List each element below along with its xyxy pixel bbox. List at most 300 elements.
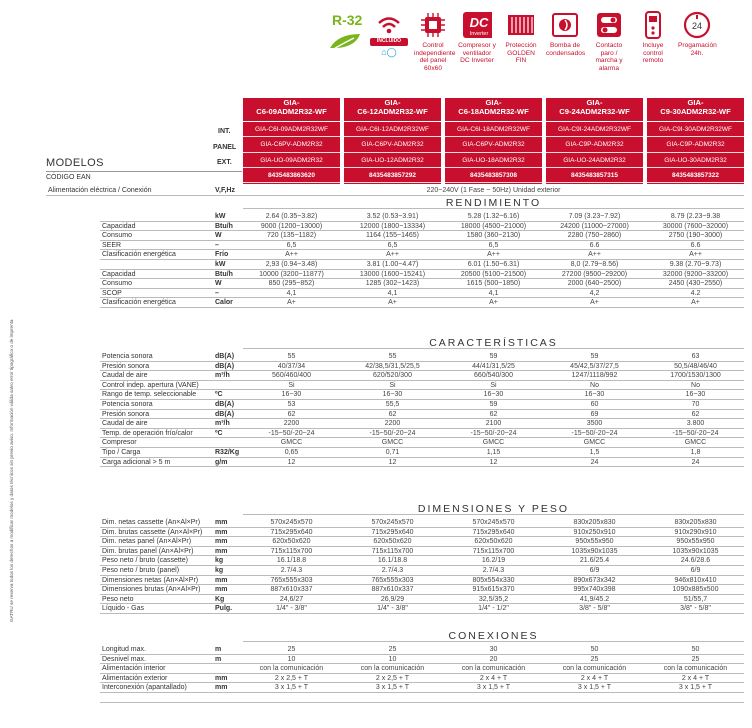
section-caracteristicas: CARACTERÍSTICAS bbox=[243, 337, 744, 349]
table-row bbox=[100, 693, 744, 703]
row-value: 560/460/400 bbox=[272, 372, 311, 380]
row-label: Carga adicional > 5 m bbox=[102, 458, 171, 466]
row-value: 12 bbox=[287, 458, 296, 466]
row-value: 24 bbox=[590, 458, 599, 466]
row-value: 3/8" - 5/8" bbox=[579, 605, 610, 613]
row-label: Dimensiones netas (An×Al×Pr) bbox=[102, 576, 199, 584]
row-value: 3 x 1,5 + T bbox=[678, 684, 713, 692]
table-row bbox=[100, 604, 744, 614]
row-unit: kW bbox=[215, 213, 226, 220]
row-value: 6,5 bbox=[387, 241, 398, 249]
row-value: 8.79 (2.23~9.38 bbox=[670, 213, 721, 220]
table-row bbox=[100, 674, 744, 684]
row-unit: mm bbox=[215, 674, 228, 682]
codigo-ean-label: CÓDIGO EAN bbox=[46, 171, 242, 183]
row-value: 3.800 bbox=[686, 420, 705, 428]
row-value: 850 (295~852) bbox=[268, 280, 315, 288]
row-value: 2280 (750~2860) bbox=[567, 232, 622, 240]
row-value: 1615 (500~1850) bbox=[466, 280, 521, 288]
int-label: INT. bbox=[218, 128, 231, 135]
row-value: 620x50x620 bbox=[474, 538, 513, 546]
model-ext: GIA-UO-30ADM2R32 bbox=[647, 153, 744, 168]
row-value: 620/520/300 bbox=[373, 372, 412, 380]
row-value: 16~30 bbox=[382, 391, 403, 399]
row-value: 20 bbox=[489, 655, 498, 663]
table-row bbox=[100, 429, 744, 439]
row-value: 1285 (302~1423) bbox=[365, 280, 420, 288]
table-row bbox=[100, 352, 744, 362]
table-row bbox=[100, 576, 744, 586]
row-value: No bbox=[590, 381, 599, 389]
row-value: Si bbox=[389, 381, 396, 389]
row-value: 40/37/34 bbox=[277, 362, 306, 370]
model-column bbox=[344, 98, 441, 184]
section-rendimiento: RENDIMIENTO bbox=[243, 197, 744, 209]
model-ean: 8435483857322 bbox=[647, 168, 744, 183]
table-row bbox=[100, 585, 744, 595]
feature-icons bbox=[328, 10, 748, 95]
row-value: 1/4" - 3/8" bbox=[276, 605, 307, 613]
row-value: 6/9 bbox=[690, 567, 701, 574]
row-value: GMCC bbox=[684, 439, 707, 447]
feature-label-6: Progamación 24h. bbox=[678, 42, 717, 57]
row-value: 53 bbox=[287, 401, 296, 408]
row-label: Dim. netas cassette (An×Al×Pr) bbox=[102, 519, 201, 526]
feature-label-1: Compresor y ventilador DC Inverter bbox=[458, 42, 496, 65]
row-value: 1,15 bbox=[486, 449, 501, 456]
svg-text:Inverter: Inverter bbox=[469, 31, 489, 37]
row-value: 2 x 4 + T bbox=[681, 674, 710, 682]
table-row bbox=[100, 279, 744, 289]
row-value: 3 x 1,5 + T bbox=[274, 684, 309, 692]
row-label: Rango de temp. seleccionable bbox=[102, 391, 197, 399]
row-value: 55,5 bbox=[385, 401, 400, 408]
clock-icon bbox=[682, 10, 712, 40]
row-value: 1247/1118/992 bbox=[571, 372, 618, 380]
row-value: 16.1/18.8 bbox=[377, 557, 408, 565]
model-ean: 8435483857292 bbox=[344, 168, 441, 183]
row-value: 1,8 bbox=[690, 449, 701, 456]
model-name: GIA- C9-30ADM2R32-WF bbox=[647, 98, 744, 122]
table-row bbox=[100, 419, 744, 429]
row-unit: m³/h bbox=[215, 372, 230, 380]
row-value: GMCC bbox=[583, 439, 606, 447]
section-conexiones: CONEXIONES bbox=[243, 630, 744, 642]
row-label: Peso neto bbox=[102, 595, 134, 603]
feature-6 bbox=[678, 10, 716, 57]
row-unit: mm bbox=[215, 547, 228, 555]
model-ext: GIA-UO-24ADM2R32 bbox=[546, 153, 643, 168]
model-name: GIA- C6-18ADM2R32-WF bbox=[445, 98, 542, 122]
model-header bbox=[243, 98, 744, 184]
wifi-feature bbox=[370, 10, 408, 57]
row-value: 620x50x620 bbox=[272, 538, 311, 546]
row-value: 44/41/31,5/25 bbox=[472, 362, 515, 370]
row-label: Presión sonora bbox=[102, 362, 150, 370]
row-label: Alimentación exterior bbox=[102, 674, 168, 682]
row-label: Clasificación energética bbox=[102, 251, 176, 259]
row-unit: ºC bbox=[215, 429, 223, 437]
row-value: 24,6/27 bbox=[279, 595, 304, 603]
row-value: 70 bbox=[691, 401, 700, 408]
row-value: 50,5/48/46/40 bbox=[674, 362, 717, 370]
row-value: 8,0 (2.79~8.56) bbox=[570, 261, 619, 268]
row-value: 27200 (9500~29200) bbox=[561, 270, 628, 278]
row-unit: Kg bbox=[215, 595, 225, 603]
row-value: 5.28 (1.32~6.16) bbox=[467, 213, 520, 220]
row-unit: Btu/h bbox=[215, 270, 233, 278]
feature-label-0: Control independiente del panel 60x60 bbox=[414, 42, 456, 72]
model-column bbox=[546, 98, 643, 184]
row-value: 62 bbox=[691, 410, 700, 418]
row-value: A++ bbox=[689, 251, 702, 259]
row-value: 10000 (3200~11877) bbox=[259, 270, 324, 278]
row-value: 910x250x910 bbox=[573, 528, 616, 536]
row-value: 25 bbox=[691, 655, 700, 663]
row-unit: kW bbox=[215, 261, 226, 268]
remote-icon bbox=[638, 10, 668, 40]
table-row bbox=[100, 438, 744, 448]
table-row bbox=[100, 241, 744, 251]
row-value: 2000 (640~2500) bbox=[567, 280, 622, 288]
row-unit: dB(A) bbox=[215, 362, 235, 370]
row-label: Consumo bbox=[102, 280, 132, 288]
model-int: GIA-C9I-24ADM2R32WF bbox=[546, 122, 643, 137]
row-value: A+ bbox=[388, 299, 397, 307]
model-ean: 8435483857308 bbox=[445, 168, 542, 183]
row-label: Compresor bbox=[102, 439, 137, 447]
row-value: 32000 (9200~33200) bbox=[662, 270, 729, 278]
table-row bbox=[100, 212, 744, 222]
row-unit: mm bbox=[215, 528, 228, 536]
row-value: 41,9/45.2 bbox=[579, 595, 610, 603]
wifi-icon bbox=[374, 10, 404, 40]
row-value: 1090x885x500 bbox=[672, 586, 719, 594]
row-value: 830x205x830 bbox=[674, 519, 717, 526]
golden-fin-icon bbox=[506, 10, 536, 40]
row-value: 946x810x410 bbox=[674, 576, 717, 584]
row-value: -15~50/-20~24 bbox=[369, 429, 416, 437]
pump-icon bbox=[550, 10, 580, 40]
alimentacion-row bbox=[46, 186, 744, 196]
row-label: Alimentación eléctrica / Conexión bbox=[48, 187, 152, 194]
feature-label-4: Contacto paro / marcha y alarma bbox=[595, 42, 623, 72]
row-label: Caudal de aire bbox=[102, 420, 148, 428]
row-label: Peso neto / bruto (panel) bbox=[102, 567, 180, 574]
row-label: SCOP bbox=[102, 289, 122, 297]
row-value: 12 bbox=[489, 458, 498, 466]
row-label: Capacidad bbox=[102, 222, 136, 230]
row-value: 55 bbox=[287, 353, 296, 360]
row-value: 715x295x640 bbox=[270, 528, 313, 536]
table-row bbox=[100, 381, 744, 391]
row-value: 950x55x950 bbox=[575, 538, 614, 546]
model-ext: GIA-UO-12ADM2R32 bbox=[344, 153, 441, 168]
table-row bbox=[100, 458, 744, 468]
model-panel: GIA-C6PV-ADM2R32 bbox=[445, 137, 542, 152]
feature-2 bbox=[502, 10, 540, 65]
row-label: Longitud max. bbox=[102, 646, 146, 653]
row-value: 4,1 bbox=[488, 289, 499, 297]
row-value: 890x673x342 bbox=[573, 576, 616, 584]
row-value: 6.01 (1.50~6.31) bbox=[467, 261, 520, 268]
row-value: 570x245x570 bbox=[371, 519, 414, 526]
row-value: 6/9 bbox=[589, 567, 600, 574]
model-panel: GIA-C6PV-ADM2R32 bbox=[243, 137, 340, 152]
row-value: 16~30 bbox=[281, 391, 302, 399]
row-value: con la comunicación bbox=[360, 665, 425, 673]
model-int: GIA-C6I-12ADM2R32WF bbox=[344, 122, 441, 137]
row-value: 42/38,5/31,5/25,5 bbox=[365, 362, 420, 370]
row-value: 21.6/25.4 bbox=[579, 557, 610, 565]
row-value: 16.2/19 bbox=[481, 557, 506, 565]
row-value: 715x295x640 bbox=[472, 528, 515, 536]
row-unit: mm bbox=[215, 538, 228, 546]
feature-3 bbox=[546, 10, 584, 57]
row-unit: dB(A) bbox=[215, 353, 235, 360]
row-span-value: 220~240V (1 Fase ~ 50Hz) Unidad exterior bbox=[426, 187, 561, 194]
row-unit: V,F,Hz bbox=[215, 187, 235, 194]
row-value: 1/4" - 3/8" bbox=[377, 605, 408, 613]
row-value: 26,9/29 bbox=[380, 595, 405, 603]
row-value: 16.1/18.8 bbox=[276, 557, 307, 565]
row-value: 51/55,7 bbox=[683, 595, 708, 603]
row-value: 2 x 2,5 + T bbox=[274, 674, 309, 682]
row-value: 4,1 bbox=[387, 289, 398, 297]
row-label: Caudal de aire bbox=[102, 372, 148, 380]
r32-label: R-32 bbox=[332, 12, 363, 28]
row-value: 30000 (7600~32000) bbox=[662, 222, 729, 230]
model-name: GIA- C6-12ADM2R32-WF bbox=[344, 98, 441, 122]
row-value: 45/42,5/37/27,5 bbox=[570, 362, 619, 370]
row-value: 6,5 bbox=[286, 241, 297, 249]
row-value: 3 x 1,5 + T bbox=[577, 684, 612, 692]
row-unit: m bbox=[215, 655, 222, 663]
row-label: Potencia sonora bbox=[102, 353, 153, 360]
row-unit: ºC bbox=[215, 391, 223, 399]
row-value: 55 bbox=[388, 353, 397, 360]
table-row bbox=[100, 595, 744, 605]
row-value: 4,1 bbox=[286, 289, 297, 297]
row-unit: dB(A) bbox=[215, 410, 235, 418]
table-row bbox=[100, 250, 744, 260]
row-unit: – bbox=[215, 289, 219, 297]
row-value: 50 bbox=[590, 646, 599, 653]
row-value: 59 bbox=[489, 353, 498, 360]
row-unit: W bbox=[215, 232, 222, 240]
row-value: 24 bbox=[691, 458, 700, 466]
row-value: con la comunicación bbox=[461, 665, 526, 673]
row-label: Temp. de operación frío/calor bbox=[102, 429, 193, 437]
row-value: 63 bbox=[691, 353, 700, 360]
row-value: -15~50/-20~24 bbox=[672, 429, 719, 437]
row-value: 16~30 bbox=[685, 391, 706, 399]
row-value: 1035x90x1035 bbox=[672, 547, 719, 555]
row-label: Desnivel max. bbox=[102, 655, 146, 663]
table-row bbox=[100, 566, 744, 576]
model-panel: GIA-C9P-ADM2R32 bbox=[647, 137, 744, 152]
switch-icon bbox=[594, 10, 624, 40]
table-row bbox=[100, 298, 744, 308]
row-label: Tipo / Carga bbox=[102, 449, 141, 456]
row-value: 660/540/300 bbox=[474, 372, 513, 380]
row-value: 7.09 (3.23~7.92) bbox=[568, 213, 621, 220]
model-panel: GIA-C9P-ADM2R32 bbox=[546, 137, 643, 152]
row-value: 887x610x337 bbox=[371, 586, 414, 594]
leaf-icon bbox=[328, 30, 362, 52]
panel-label: PANEL bbox=[213, 144, 237, 151]
row-value: 830x205x830 bbox=[573, 519, 616, 526]
row-value: 3 x 1,5 + T bbox=[476, 684, 511, 692]
row-unit: m bbox=[215, 646, 222, 653]
dc-inverter-icon bbox=[462, 10, 492, 40]
table-row bbox=[100, 537, 744, 547]
row-value: 25 bbox=[287, 646, 296, 653]
row-value: 3.52 (0.53~3.91) bbox=[366, 213, 419, 220]
included-badge: INCLUIDO bbox=[370, 38, 408, 46]
chip-icon bbox=[418, 10, 448, 40]
table-row bbox=[100, 400, 744, 410]
row-unit: Btu/h bbox=[215, 222, 233, 230]
row-value: 2.7/4.3 bbox=[280, 567, 303, 574]
row-value: 4.2 bbox=[690, 289, 701, 297]
table-row bbox=[100, 362, 744, 372]
row-label: Clasificación energética bbox=[102, 299, 176, 307]
row-value: 2200 bbox=[283, 420, 300, 428]
row-value: 715x295x640 bbox=[371, 528, 414, 536]
model-ean: 8435483857315 bbox=[546, 168, 643, 183]
row-value: 9000 (1200~13000) bbox=[260, 222, 323, 230]
row-unit: kg bbox=[215, 567, 224, 574]
row-value: 1,5 bbox=[589, 449, 600, 456]
row-label: Dim. brutas panel (An×Al×Pr) bbox=[102, 547, 194, 555]
row-label: Alimentación interior bbox=[102, 665, 166, 673]
row-value: 3 x 1,5 + T bbox=[375, 684, 410, 692]
row-value: A+ bbox=[489, 299, 498, 307]
row-value: 620x50x620 bbox=[373, 538, 412, 546]
row-label: Consumo bbox=[102, 232, 132, 240]
row-value: 12000 (1800~13334) bbox=[359, 222, 426, 230]
row-label: Presión sonora bbox=[102, 410, 150, 418]
row-value: 0,65 bbox=[284, 449, 299, 456]
row-value: 2.7/4.3 bbox=[482, 567, 505, 574]
row-value: 59 bbox=[590, 353, 599, 360]
row-value: 720 (135~1182) bbox=[266, 232, 317, 240]
table-row bbox=[100, 547, 744, 557]
row-value: 1580 (360~2130) bbox=[466, 232, 521, 240]
table-row bbox=[100, 289, 744, 299]
model-int: GIA-C9I-30ADM2R32WF bbox=[647, 122, 744, 137]
model-name: GIA- C6-09ADM2R32-WF bbox=[243, 98, 340, 122]
row-value: A++ bbox=[386, 251, 399, 259]
row-value: 765x555x303 bbox=[371, 576, 414, 584]
disclaimer-note: GATRU se reserva todos los derechos a modificar modelos y datos técnicos sin previo aviso. Información válida salvo error tipográfico o de imprenta bbox=[9, 319, 14, 622]
row-value: A++ bbox=[588, 251, 601, 259]
r32-badge bbox=[328, 12, 368, 52]
model-column bbox=[243, 98, 340, 184]
model-ext: GIA-UO-09ADM2R32 bbox=[243, 153, 340, 168]
row-value: 0,71 bbox=[385, 449, 400, 456]
row-value: 32,5/35,2 bbox=[478, 595, 509, 603]
row-value: Si bbox=[288, 381, 295, 389]
row-value: 887x610x337 bbox=[270, 586, 313, 594]
row-unit: mm bbox=[215, 576, 228, 584]
row-unit: W bbox=[215, 280, 222, 288]
row-value: 910x290x910 bbox=[674, 528, 717, 536]
row-unit: Pulg. bbox=[215, 605, 233, 613]
row-value: 10 bbox=[287, 655, 296, 663]
row-value: 2.7/4.3 bbox=[381, 567, 404, 574]
model-ean: 8435483863620 bbox=[243, 168, 340, 183]
row-value: 62 bbox=[388, 410, 397, 418]
row-value: 715x115x700 bbox=[270, 547, 313, 555]
smart-home-icon: ⌂◯ bbox=[381, 46, 397, 57]
row-value: GMCC bbox=[280, 439, 303, 447]
row-value: 30 bbox=[489, 646, 498, 653]
feature-5 bbox=[634, 10, 672, 65]
row-value: 4,2 bbox=[589, 289, 600, 297]
table-row bbox=[100, 645, 744, 655]
row-value: GMCC bbox=[381, 439, 404, 447]
row-unit: R32/Kg bbox=[215, 449, 240, 456]
row-value: con la comunicación bbox=[663, 665, 728, 673]
row-value: 6.6 bbox=[690, 241, 701, 249]
row-value: 2 x 2,5 + T bbox=[375, 674, 410, 682]
row-value: -15~50/-20~24 bbox=[571, 429, 618, 437]
row-value: -15~50/-20~24 bbox=[470, 429, 517, 437]
row-value: 2750 (190~3000) bbox=[668, 232, 723, 240]
row-value: 915x615x370 bbox=[472, 586, 515, 594]
model-ext: GIA-UO-18ADM2R32 bbox=[445, 153, 542, 168]
row-value: 2200 bbox=[384, 420, 401, 428]
row-value: A++ bbox=[285, 251, 298, 259]
row-value: 25 bbox=[590, 655, 599, 663]
row-value: 950x55x950 bbox=[676, 538, 715, 546]
model-column bbox=[445, 98, 542, 184]
row-value: 2,93 (0.94~3.48) bbox=[265, 261, 318, 268]
table-row bbox=[100, 390, 744, 400]
row-unit: g/m bbox=[215, 458, 228, 466]
row-value: 18000 (4500~21000) bbox=[460, 222, 527, 230]
row-value: 20500 (5100~21500) bbox=[460, 270, 527, 278]
row-value: Si bbox=[490, 381, 497, 389]
row-value: con la comunicación bbox=[562, 665, 627, 673]
row-value: No bbox=[691, 381, 700, 389]
row-unit: mm bbox=[215, 684, 228, 692]
row-label: Peso neto / bruto (cassette) bbox=[102, 557, 188, 565]
row-value: 6,5 bbox=[488, 241, 499, 249]
feature-label-5: Incluye control remoto bbox=[642, 42, 664, 65]
row-value: 12 bbox=[388, 458, 397, 466]
table-row bbox=[100, 528, 744, 538]
table-row bbox=[100, 683, 744, 693]
row-value: A++ bbox=[487, 251, 500, 259]
row-value: 50 bbox=[691, 646, 700, 653]
row-value: 62 bbox=[287, 410, 296, 418]
row-value: 3500 bbox=[586, 420, 603, 428]
feature-4 bbox=[590, 10, 628, 72]
row-label: Líquido - Gas bbox=[102, 605, 145, 613]
row-label: Dim. netas panel (An×Al×Pr) bbox=[102, 538, 192, 546]
svg-text:DC: DC bbox=[469, 15, 489, 30]
svg-text:24: 24 bbox=[691, 21, 703, 31]
table-row bbox=[100, 371, 744, 381]
row-value: 6.6 bbox=[589, 241, 600, 249]
row-value: 9.38 (2.70~9.73) bbox=[669, 261, 722, 268]
row-value: 570x245x570 bbox=[472, 519, 515, 526]
row-value: 25 bbox=[388, 646, 397, 653]
model-int: GIA-C6I-09ADM2R32WF bbox=[243, 122, 340, 137]
